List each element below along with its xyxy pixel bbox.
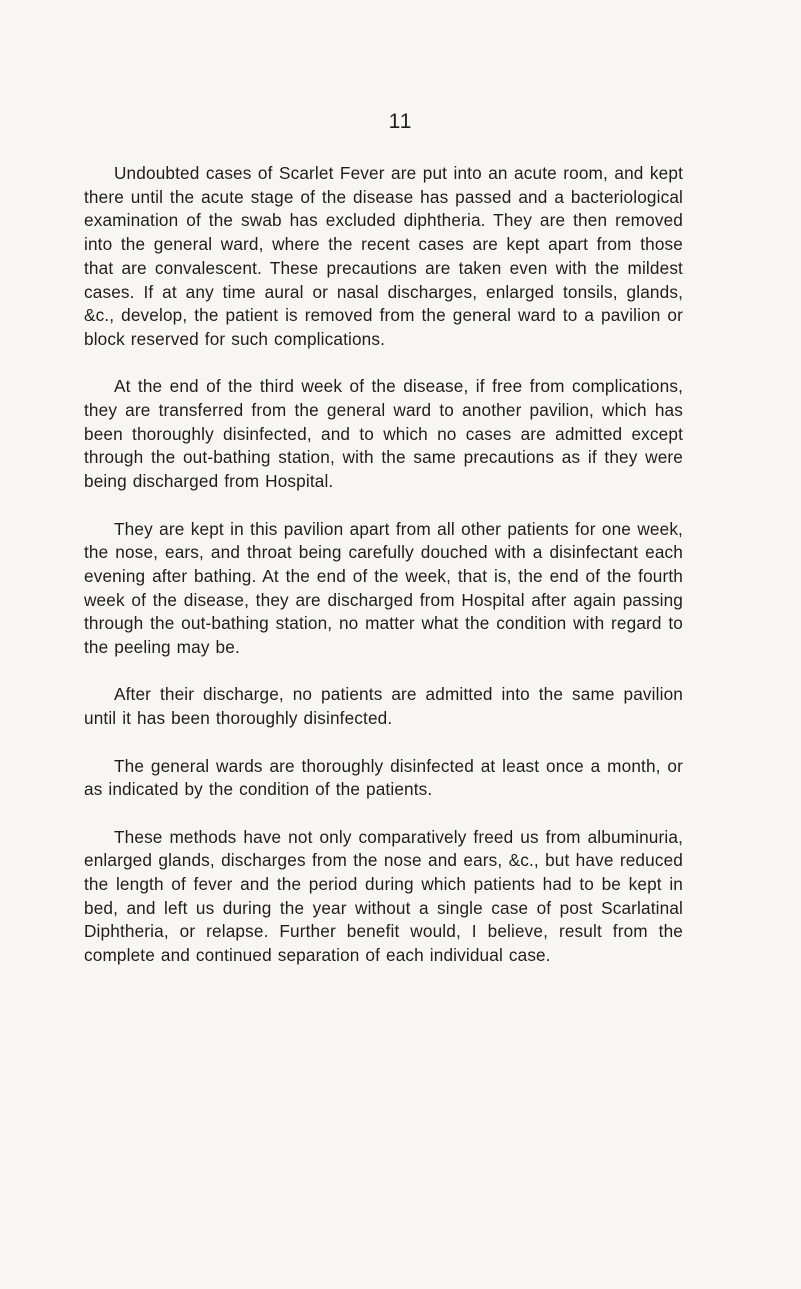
paragraph-third-week-transfer: At the end of the third week of the disease, if free from complications, they are transferred from the general ward to another pavilion, which has been thoroughly disinfected, and to which no cases are admitted except through the out-bathing station, with the same precautions as if they were being discharged from Hospital. (84, 376, 683, 492)
paragraph-results-of-methods: These methods have not only comparatively freed us from albuminuria, enlarged glands, discharges from the nose and ears, &c., but have reduced the length of fever and the period during which patients had to be kept in bed, and left us during the year without a single case of post Scarlatinal Diphtheria, or relapse. Further benefit would, I believe, result from the complete and continued separation of each individual case. (84, 826, 683, 966)
paragraph-pavilion-disinfection: After their discharge, no patients are admitted into the same pavilion until it has been thoroughly disinfected. (84, 684, 683, 729)
paragraph-fourth-week-discharge: They are kept in this pavilion apart from all other patients for one week, the nose, ears, and throat being carefully douched with a disinfectant each evening after bathing. At the end of the week, that is, the end of the fourth week of the disease, they are discharged from Hospital after again passing through the out-bathing station, no matter what the condition with regard to the peeling may be. (84, 518, 683, 658)
body-text (84, 162, 683, 968)
paragraph-general-wards-disinfection: The general wards are thoroughly disinfected at least once a month, or as indicated by the condition of the patients. (84, 755, 683, 800)
page-number: 11 (388, 110, 413, 133)
paragraph-scarlet-fever-admission: Undoubted cases of Scarlet Fever are put into an acute room, and kept there until the acute stage of the disease has passed and a bacteriological examination of the swab has excluded diphtheria. They are then removed into the general ward, where the recent cases are kept apart from those that are convalescent. These precautions are taken even with the mildest cases. If at any time aural or nasal discharges, enlarged tonsils, glands, &c., develop, the patient is removed from the general ward to a pavilion or block reserved for such complications. (84, 163, 683, 349)
